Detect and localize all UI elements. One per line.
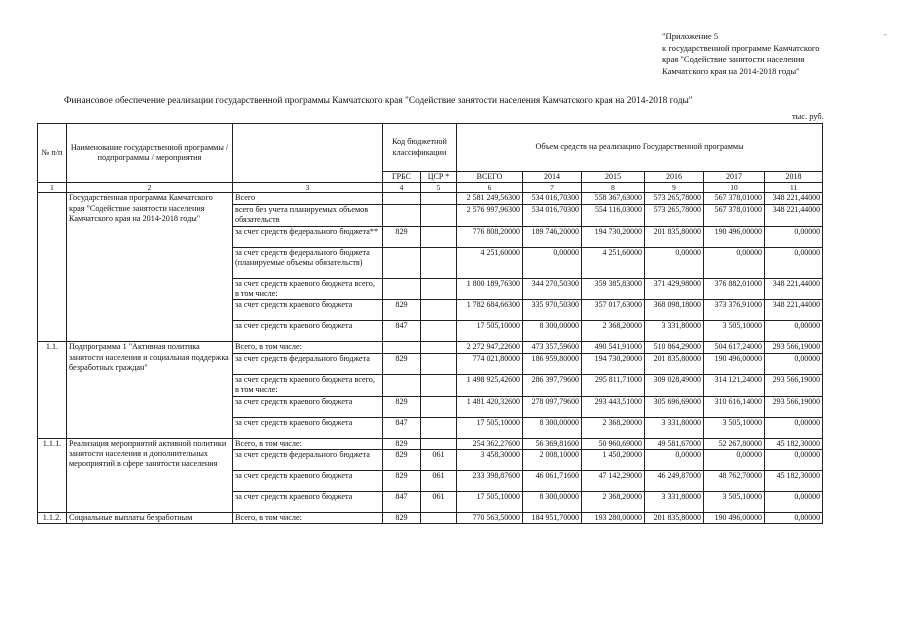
funding-source: за счет средств краевого бюджета	[233, 492, 383, 513]
amount-year: 348 221,44000	[765, 193, 823, 204]
csr-code	[421, 438, 457, 449]
col-number: 7	[523, 183, 582, 193]
row-number: 1.1.1.	[38, 438, 67, 512]
amount-year: 293 566,19000	[765, 396, 823, 417]
header-grbs: ГРБС	[383, 172, 421, 183]
amount-total: 254 362,27600	[457, 438, 523, 449]
amount-year: 2 368,20000	[582, 492, 645, 513]
amount-year: 278 097,79600	[523, 396, 582, 417]
program-name: Социальные выплаты безработным	[67, 513, 233, 524]
col-number: 3	[233, 183, 383, 193]
amount-year: 348 221,44000	[765, 300, 823, 321]
amount-total: 776 808,20000	[457, 226, 523, 247]
document-title: Финансовое обеспечение реализации государственной программы Камчатского края "Содействие занятости населения Камчатского края на 2014-2018 годы"	[64, 96, 693, 106]
header-source	[233, 124, 383, 183]
grbs-code: 829	[383, 513, 421, 524]
funding-source: за счет средств федерального бюджета	[233, 353, 383, 374]
col-number: 6	[457, 183, 523, 193]
amount-year: 314 121,24000	[704, 374, 765, 396]
amount-year: 567 378,01000	[704, 204, 765, 226]
amount-year: 0,00000	[704, 450, 765, 471]
amount-year: 190 496,00000	[704, 353, 765, 374]
amount-year: 3 331,80000	[645, 417, 704, 438]
csr-code: 061	[421, 471, 457, 492]
amount-year: 3 505,10000	[704, 321, 765, 342]
amount-total: 3 458,30000	[457, 450, 523, 471]
funding-source: за счет средств федерального бюджета	[233, 450, 383, 471]
amount-year: 201 835,80000	[645, 226, 704, 247]
amount-year: 49 581,67000	[645, 438, 704, 449]
amount-total: 1 498 925,42600	[457, 374, 523, 396]
col-number: 2	[67, 183, 233, 193]
amount-total: 233 398,87600	[457, 471, 523, 492]
funding-source: Всего, в том числе:	[233, 513, 383, 524]
grbs-code: 829	[383, 353, 421, 374]
program-name: Подпрограмма 1 "Активная политика занятости населения и социальная поддержка безработных граждан"	[67, 342, 233, 438]
funding-source: за счет средств краевого бюджета всего, в том числе:	[233, 278, 383, 300]
row-number: 1.1.2.	[38, 513, 67, 524]
header-year: 2017	[704, 172, 765, 183]
amount-year: 567 378,01000	[704, 193, 765, 204]
amount-year: 293 566,19000	[765, 374, 823, 396]
amount-total: 17 505,10000	[457, 321, 523, 342]
grbs-code	[383, 278, 421, 300]
grbs-code	[383, 374, 421, 396]
amount-year: 201 835,80000	[645, 353, 704, 374]
amount-year: 473 357,59600	[523, 342, 582, 353]
csr-code	[421, 417, 457, 438]
csr-code	[421, 226, 457, 247]
amount-total: 1 800 189,76300	[457, 278, 523, 300]
amount-total: 4 251,60000	[457, 247, 523, 278]
csr-code	[421, 513, 457, 524]
amount-year: 371 429,98000	[645, 278, 704, 300]
col-number: 1	[38, 183, 67, 193]
col-number: 11	[765, 183, 823, 193]
header-year: 2016	[645, 172, 704, 183]
table-body	[38, 193, 823, 524]
grbs-code: 847	[383, 321, 421, 342]
col-number: 9	[645, 183, 704, 193]
amount-year: 2 368,20000	[582, 321, 645, 342]
funding-source: за счет средств краевого бюджета всего, в том числе:	[233, 374, 383, 396]
amount-year: 309 028,49000	[645, 374, 704, 396]
amount-total: 17 505,10000	[457, 417, 523, 438]
amount-year: 189 746,20000	[523, 226, 582, 247]
funding-source: за счет средств федерального бюджета**	[233, 226, 383, 247]
col-number: 4	[383, 183, 421, 193]
amount-total: 770 563,50000	[457, 513, 523, 524]
grbs-code	[383, 342, 421, 353]
grbs-code: 829	[383, 396, 421, 417]
amount-total: 1 782 684,66300	[457, 300, 523, 321]
amount-year: 193 280,00000	[582, 513, 645, 524]
grbs-code: 829	[383, 471, 421, 492]
amount-year: 8 300,00000	[523, 492, 582, 513]
csr-code	[421, 300, 457, 321]
amount-year: 293 443,51000	[582, 396, 645, 417]
amount-year: 0,00000	[765, 492, 823, 513]
table-row	[38, 193, 823, 204]
amount-year: 376 882,01000	[704, 278, 765, 300]
amount-year: 534 016,70300	[523, 193, 582, 204]
program-name: Реализация мероприятий активной политики занятости населения и дополнительных мероприятий в сфере занятости населения	[67, 438, 233, 512]
csr-code	[421, 278, 457, 300]
amount-year: 3 331,80000	[645, 321, 704, 342]
funding-source: Всего	[233, 193, 383, 204]
program-name: Государственная программа Камчатского края "Содействие занятости населения Камчатского края на 2014-2018 годы"	[67, 193, 233, 342]
csr-code	[421, 374, 457, 396]
appendix-line: края "Содействие занятости населения	[662, 54, 805, 65]
amount-year: 0,00000	[765, 247, 823, 278]
appendix-line: к государственной программе Камчатского	[662, 42, 820, 53]
csr-code	[421, 193, 457, 204]
amount-year: 310 616,14000	[704, 396, 765, 417]
amount-year: 490 541,91000	[582, 342, 645, 353]
header-year: 2015	[582, 172, 645, 183]
amount-year: 190 496,00000	[704, 226, 765, 247]
amount-year: 45 182,30000	[765, 438, 823, 449]
csr-code	[421, 353, 457, 374]
grbs-code: 829	[383, 450, 421, 471]
header-year: ВСЕГО	[457, 172, 523, 183]
amount-year: 190 496,00000	[704, 513, 765, 524]
appendix-line: "Приложение 5	[662, 31, 719, 41]
amount-year: 368 098,18000	[645, 300, 704, 321]
grbs-code: 847	[383, 417, 421, 438]
amount-year: 305 696,69000	[645, 396, 704, 417]
amount-year: 0,00000	[765, 226, 823, 247]
amount-year: 573 265,78000	[645, 204, 704, 226]
amount-year: 554 116,03000	[582, 204, 645, 226]
corner-mark: -	[884, 30, 887, 39]
csr-code	[421, 342, 457, 353]
csr-code	[421, 247, 457, 278]
amount-year: 0,00000	[765, 513, 823, 524]
amount-total: 17 505,10000	[457, 492, 523, 513]
amount-year: 348 221,44000	[765, 204, 823, 226]
amount-year: 8 300,00000	[523, 321, 582, 342]
table-row	[38, 513, 823, 524]
header-budget-code: Код бюджетной классификации	[383, 124, 457, 172]
row-number	[38, 193, 67, 342]
amount-year: 50 960,69000	[582, 438, 645, 449]
funding-source: за счет средств краевого бюджета	[233, 417, 383, 438]
amount-year: 52 267,80000	[704, 438, 765, 449]
funding-source: за счет средств краевого бюджета	[233, 321, 383, 342]
funding-source: за счет средств краевого бюджета	[233, 300, 383, 321]
amount-year: 186 959,80000	[523, 353, 582, 374]
amount-year: 46 061,71600	[523, 471, 582, 492]
col-number: 8	[582, 183, 645, 193]
grbs-code: 829	[383, 438, 421, 449]
appendix-note	[662, 31, 862, 77]
amount-year: 45 182,30000	[765, 471, 823, 492]
amount-year: 2 008,10000	[523, 450, 582, 471]
amount-year: 4 251,60000	[582, 247, 645, 278]
amount-year: 3 505,10000	[704, 417, 765, 438]
amount-year: 0,00000	[765, 417, 823, 438]
grbs-code	[383, 204, 421, 226]
amount-year: 0,00000	[645, 247, 704, 278]
row-number: 1.1.	[38, 342, 67, 438]
csr-code	[421, 204, 457, 226]
funding-source: за счет средств краевого бюджета	[233, 396, 383, 417]
csr-code	[421, 396, 457, 417]
amount-year: 194 730,20000	[582, 353, 645, 374]
budget-table	[37, 123, 823, 524]
amount-year: 0,00000	[765, 450, 823, 471]
amount-year: 573 265,78000	[645, 193, 704, 204]
amount-total: 774 021,80000	[457, 353, 523, 374]
amount-year: 558 367,63000	[582, 193, 645, 204]
amount-year: 0,00000	[704, 247, 765, 278]
header-year: 2018	[765, 172, 823, 183]
amount-year: 2 368,20000	[582, 417, 645, 438]
funding-source: Всего, в том числе:	[233, 342, 383, 353]
header-name: Наименование государственной программы / подпрограммы / мероприятия	[67, 124, 233, 183]
amount-year: 293 566,19000	[765, 342, 823, 353]
grbs-code	[383, 247, 421, 278]
amount-year: 359 385,83000	[582, 278, 645, 300]
amount-total: 1 481 420,32600	[457, 396, 523, 417]
amount-year: 8 300,00000	[523, 417, 582, 438]
amount-year: 201 835,80000	[645, 513, 704, 524]
amount-year: 0,00000	[765, 353, 823, 374]
amount-year: 534 016,70300	[523, 204, 582, 226]
amount-year: 47 142,29000	[582, 471, 645, 492]
table-row	[38, 438, 823, 449]
amount-year: 357 017,63000	[582, 300, 645, 321]
funding-source: за счет средств краевого бюджета	[233, 471, 383, 492]
amount-year: 504 617,24000	[704, 342, 765, 353]
amount-total: 2 272 947,22600	[457, 342, 523, 353]
amount-year: 48 762,70000	[704, 471, 765, 492]
header-volume: Объем средств на реализацию Государственной программы	[457, 124, 823, 172]
amount-year: 286 397,79600	[523, 374, 582, 396]
amount-year: 510 864,29000	[645, 342, 704, 353]
amount-year: 0,00000	[645, 450, 704, 471]
header-num: № п/п	[38, 124, 67, 183]
csr-code	[421, 321, 457, 342]
funding-source: всего без учета планируемых объемов обязательств	[233, 204, 383, 226]
amount-year: 194 730,20000	[582, 226, 645, 247]
csr-code: 061	[421, 492, 457, 513]
grbs-code: 829	[383, 300, 421, 321]
amount-year: 373 376,91000	[704, 300, 765, 321]
amount-year: 184 951,70000	[523, 513, 582, 524]
amount-year: 295 811,71000	[582, 374, 645, 396]
amount-total: 2 576 997,96300	[457, 204, 523, 226]
funding-source: за счет средств федерального бюджета (планируемые объемы обязательств)	[233, 247, 383, 278]
amount-year: 348 221,44000	[765, 278, 823, 300]
grbs-code: 829	[383, 226, 421, 247]
csr-code: 061	[421, 450, 457, 471]
amount-year: 344 270,50300	[523, 278, 582, 300]
amount-year: 0,00000	[523, 247, 582, 278]
grbs-code: 847	[383, 492, 421, 513]
amount-year: 56 369,81600	[523, 438, 582, 449]
amount-year: 3 505,10000	[704, 492, 765, 513]
header-csr: ЦСР *	[421, 172, 457, 183]
funding-source: Всего, в том числе:	[233, 438, 383, 449]
table-row	[38, 342, 823, 353]
header-year: 2014	[523, 172, 582, 183]
col-number: 10	[704, 183, 765, 193]
amount-year: 0,00000	[765, 321, 823, 342]
amount-total: 2 581 249,56300	[457, 193, 523, 204]
grbs-code	[383, 193, 421, 204]
amount-year: 46 249,87000	[645, 471, 704, 492]
amount-year: 3 331,80000	[645, 492, 704, 513]
amount-year: 335 970,50300	[523, 300, 582, 321]
amount-year: 1 450,20000	[582, 450, 645, 471]
appendix-line: Камчатского края на 2014-2018 годы"	[662, 65, 800, 76]
col-number: 5	[421, 183, 457, 193]
units-label: тыс. руб.	[792, 112, 824, 121]
